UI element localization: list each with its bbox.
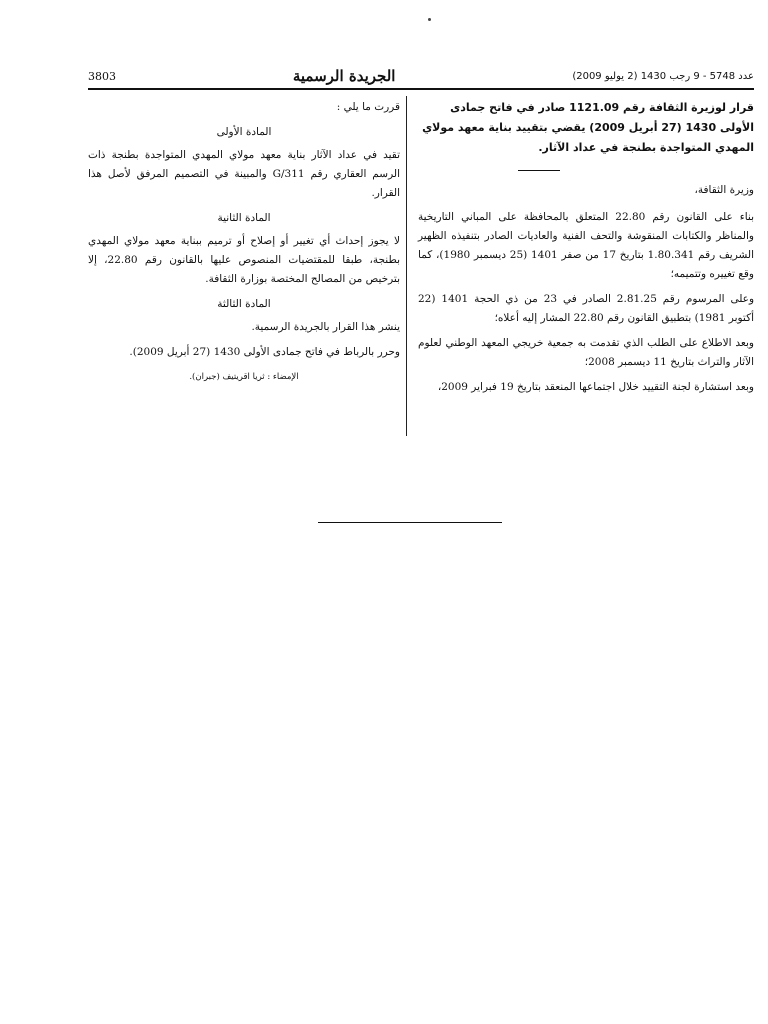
right-column	[418, 98, 754, 403]
recital-paragraph: وبعد استشارة لجنة التقييد خلال اجتماعها المنعقد بتاريخ 19 فبراير 2009،	[437, 381, 754, 393]
article-title: المادة الثانية	[217, 212, 271, 224]
header-rule	[88, 88, 754, 90]
decided-line: قررت ما يلي :	[336, 101, 400, 113]
closing-line: وحرر بالرباط في فاتح جمادى الأولى 1430 (27 أبريل 2009).	[129, 346, 400, 358]
left-column	[88, 98, 400, 387]
end-rule	[318, 522, 502, 523]
scan-speck	[428, 18, 431, 21]
article-text: تقيد في عداد الآثار بناية معهد مولاي المهدي المتواجدة بطنجة ذات الرسم العقاري رقم G/311 والمبينة في التصميم المرفق لأصل هذا القرار.	[88, 149, 400, 199]
decision-title: قرار لوزيرة الثقافة رقم 1121.09 صادر في فاتح جمادى الأولى 1430 (27 أبريل 2009) يقضي بتقييد بناية معهد مولاي المهدي المتواجدة بطنجة في عداد الآثار.	[422, 101, 754, 154]
page-number: 3803	[88, 69, 116, 83]
title-separator	[518, 170, 560, 171]
signature: الإمضاء : ثريا اقريتيف (جبران).	[189, 372, 299, 382]
page-header	[88, 66, 754, 86]
column-divider	[406, 96, 407, 436]
recital-paragraph: وبعد الاطلاع على الطلب الذي تقدمت به جمعية خريجي المعهد الوطني لعلوم الآثار والتراث بتاريخ 11 ديسمبر 2008؛	[418, 337, 754, 368]
article-text: لا يجوز إحداث أي تغيير أو إصلاح أو ترميم ببناية معهد مولاي المهدي بطنجة، طبقا للمقتضيات المنصوص عليها بالقانون رقم 22.80، إلا بترخيص من المصالح المختصة بوزارة الثقافة.	[88, 235, 400, 285]
recital-paragraph: بناء على القانون رقم 22.80 المتعلق بالمحافظة على المباني التاريخية والمناظر والكتابات المنقوشة والتحف الفنية والعاديات الصادر بتنفيذه الظهير الشريف رقم 1.80.341 بتاريخ 17 من صفر 1401 (25 ديسمبر 1980)، كما وقع تغييره وتتميمه؛	[418, 211, 755, 280]
journal-title: الجريدة الرسمية	[292, 67, 396, 85]
article-text: ينشر هذا القرار بالجريدة الرسمية.	[251, 321, 400, 333]
ministry-line: وزيرة الثقافة،	[694, 184, 754, 196]
issue-info: عدد 5748 - 9 رجب 1430 (2 يوليو 2009)	[572, 70, 754, 82]
article-title: المادة الثالثة	[217, 298, 271, 310]
recital-paragraph: وعلى المرسوم رقم 2.81.25 الصادر في 23 من ذي الحجة 1401 (22 أكتوبر 1981) بتطبيق القانون رقم 22.80 المشار إليه أعلاه؛	[418, 293, 755, 324]
article-title: المادة الأولى	[216, 126, 272, 138]
